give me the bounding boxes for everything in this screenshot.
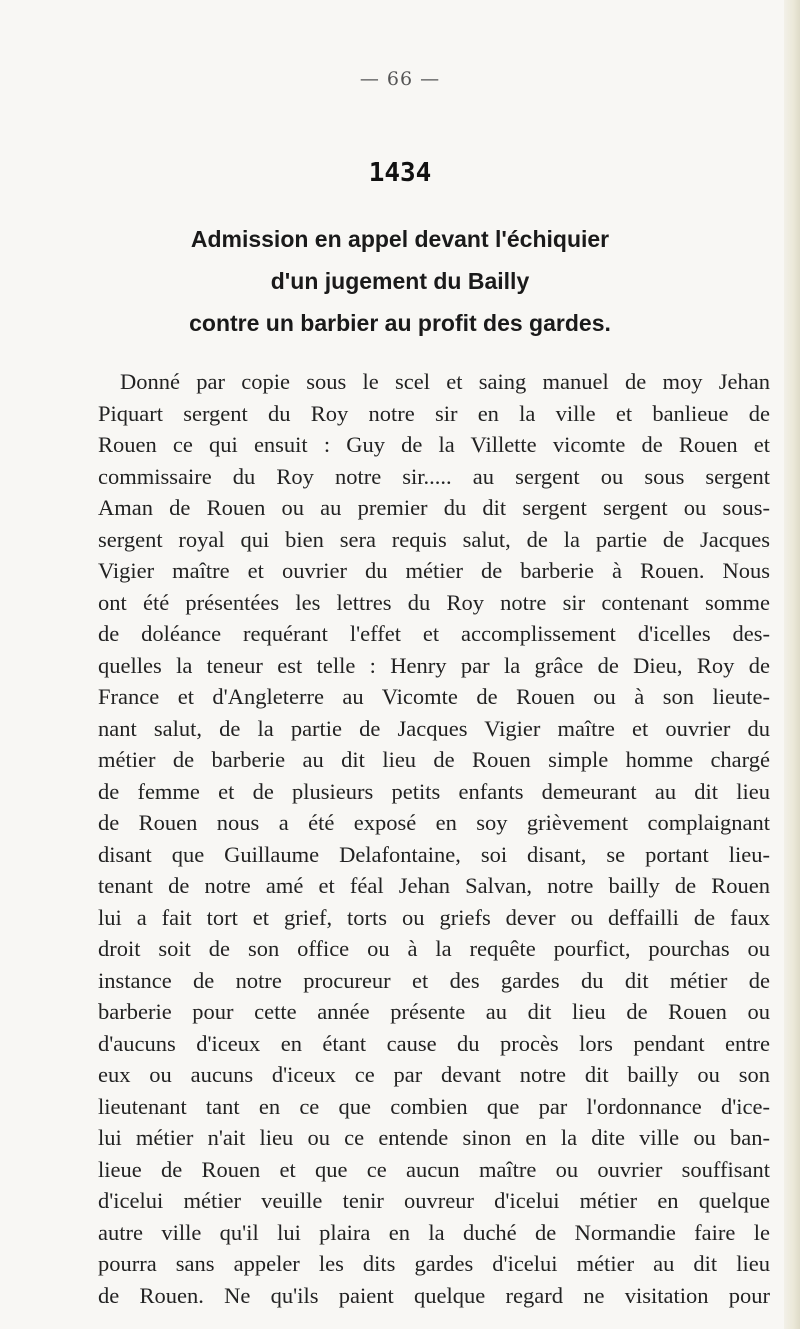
body-line: lieue de Rouen et que ce aucun maître ou ouvrier souffisant [98, 1156, 770, 1182]
body-line: droit soit de son office ou à la requête pourfict, pourchas ou [98, 936, 770, 961]
body-line: lieutenant tant en ce que combien que par l'ordonnance d'ice- [98, 1093, 770, 1119]
body-line: Donné par copie sous le scel et saing manuel de moy Jehan [120, 369, 770, 394]
body-line: Aman de Rouen ou au premier du dit sergent sergent ou sous- [98, 495, 770, 520]
body-line: Rouen ce qui ensuit : Guy de la Villette vicomte de Rouen et [98, 432, 770, 457]
title-line-2: d'un jugement du Bailly [270, 268, 530, 294]
body-line: disant que Guillaume Delafontaine, soi disant, se portant lieu- [98, 841, 770, 867]
body-line: Piquart sergent du Roy notre sir en la ville et banlieue de [98, 400, 770, 426]
body-line: de Rouen nous a été exposé en soy grièvement complaignant [98, 810, 770, 835]
body-line: d'aucuns d'iceux en étant cause du procès lors pendant entre [98, 1030, 770, 1056]
body-line: de Rouen. Ne qu'ils paient quelque regard ne visitation pour [98, 1282, 770, 1308]
body-line: sergent royal qui bien sera requis salut, de la partie de Jacques [98, 526, 770, 552]
body-text [98, 366, 770, 1311]
title-line-1: Admission en appel devant l'échiquier [190, 226, 610, 252]
body-line: d'icelui métier veuille tenir ouvreur d'icelui métier en quelque [98, 1188, 770, 1213]
body-line: quelles la teneur est telle : Henry par la grâce de Dieu, Roy de [98, 652, 770, 678]
body-line: instance de notre procureur et des gardes du dit métier de [98, 967, 770, 993]
body-line: lui a fait tort et grief, torts ou griefs dever ou deffailli de faux [98, 904, 770, 930]
body-line: de doléance requérant l'effet et accomplissement d'icelles des- [98, 621, 770, 646]
body-line: pourra sans appeler les dits gardes d'icelui métier au dit lieu [98, 1251, 770, 1276]
body-line: tenant de notre amé et féal Jehan Salvan, notre bailly de Rouen [98, 873, 770, 898]
body-line: autre ville qu'il lui plaira en la duché de Normandie faire le [98, 1219, 770, 1245]
body-line: métier de barberie au dit lieu de Rouen simple homme chargé [98, 747, 770, 772]
document-number: 1434 [368, 158, 432, 188]
body-line: Vigier maître et ouvrier du métier de barberie à Rouen. Nous [98, 558, 770, 583]
body-line: ont été présentées les lettres du Roy notre sir contenant somme [98, 589, 770, 615]
body-line: barberie pour cette année présente au dit lieu de Rouen ou [98, 999, 770, 1024]
body-line: commissaire du Roy notre sir..... au sergent ou sous sergent [98, 463, 770, 489]
body-line: de femme et de plusieurs petits enfants demeurant au dit lieu [98, 778, 770, 804]
body-line: lui métier n'ait lieu ou ce entende sinon en la dite ville ou ban- [98, 1125, 770, 1150]
body-line: France et d'Angleterre au Vicomte de Rouen ou à son lieute- [98, 684, 770, 709]
page-header: — 66 — [359, 68, 441, 90]
title-line-3: contre un barbier au profit des gardes. [189, 310, 611, 336]
body-line: eux ou aucuns d'iceux ce par devant notre dit bailly ou son [98, 1062, 770, 1087]
page-edge [784, 0, 800, 1329]
body-line: nant salut, de la partie de Jacques Vigier maître et ouvrier du [98, 715, 770, 741]
